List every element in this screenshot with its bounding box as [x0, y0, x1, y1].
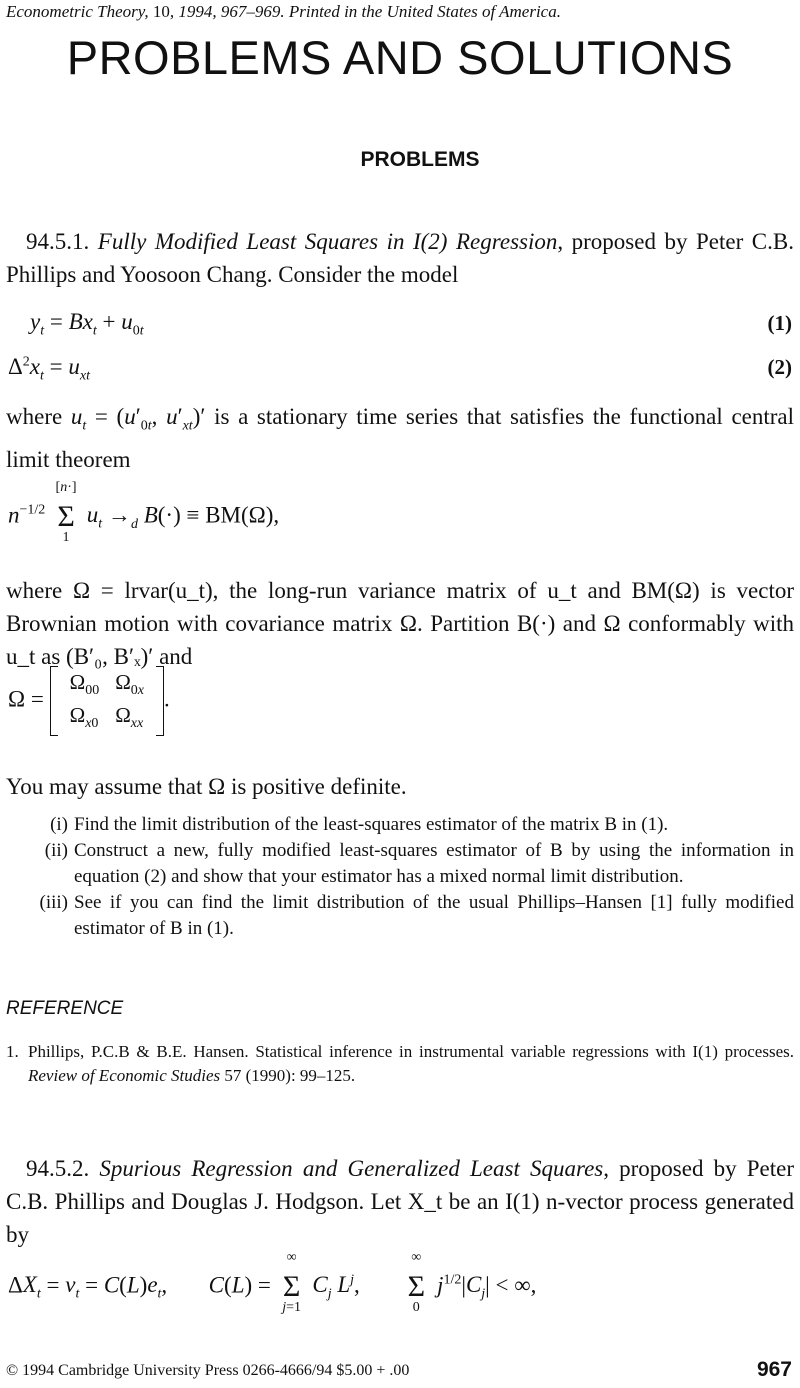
- journal-name: Econometric Theory,: [6, 2, 153, 21]
- stationary-text: where $u_t = (u'_{0t}$, $u'_{xt})'$ is a stationary time series that satisfies the functional central limit theorem: [6, 404, 795, 472]
- reference-entry: 1. Phillips, P.C.B & B.E. Hansen. Statistical inference in instrumental variable regressions with I(1) processes. Review of Economic Studies 57 (1990): 99–125.: [6, 1042, 794, 1085]
- equation-2: $\Delta^2x_t = u_{xt}$: [8, 354, 90, 384]
- process-equation: $\Delta X_t = v_t = C(L)e_t$, C(L) = ∞ Σ j=1 $C_j$ $L^j$, ∞ Σ 0 $j^{1/2}|C_j|$ < ∞,: [8, 1250, 537, 1315]
- list-item: (i) Find the limit distribution of the least-squares estimator of the matrix B in (1).: [50, 814, 669, 835]
- journal-citation: [6, 2, 561, 22]
- journal-volume: 10: [152, 2, 170, 21]
- list-item: (iii) See if you can find the limit distribution of the usual Phillips–Hansen [1] fully modified estimator of B in (1).: [39, 892, 794, 939]
- fclt-equation: $n^{-1/2}$ [n·] Σ 1 $u_t \to_d$ B(·) ≡ BM(Ω),: [8, 480, 280, 545]
- positive-definite-note: You may assume that Ω is positive definite.: [6, 774, 407, 799]
- journal-details: , 1994, 967–969. Printed in the United States of America.: [169, 2, 561, 21]
- list-item: (ii) Construct a new, fully modified least-squares estimator of B by using the information in equation (2) and show that your estimator has a mixed normal limit distribution.: [44, 840, 794, 887]
- where-label: where: [6, 404, 63, 429]
- problem2-intro: [6, 1152, 794, 1251]
- problem2-number: 94.5.2.: [26, 1156, 90, 1181]
- omega-paragraph: where Ω = lrvar(u_t), the long-run variance matrix of u_t and BM(Ω) is vector Brownian motion with covariance matrix Ω. Partition B(·) and Ω conformably with u_t as (B′₀, B′ₓ)′ and: [6, 578, 794, 669]
- omega-matrix: Ω = $\Omega_{00}$ $\Omega_{0x}$ $\Omega_{x0}$ $\Omega_{xx}$ .: [8, 668, 170, 734]
- equation-2-number: (2): [767, 355, 792, 379]
- problem2-title: Spurious Regression and Generalized Least Squares: [99, 1156, 604, 1181]
- section-title: PROBLEMS: [360, 148, 480, 171]
- problem1-tasks: [20, 812, 794, 942]
- reference-journal: Review of Economic Studies: [28, 1066, 221, 1085]
- problem1-proposers: , proposed by Peter C.B. Phillips and Yoosoon Chang. Consider the model: [6, 229, 794, 287]
- problem1-number: 94.5.1.: [26, 229, 90, 254]
- equation-1: $y_t = Bx_t + u_{0t}$: [30, 309, 144, 339]
- equation-1-number: (1): [767, 311, 792, 335]
- copyright-footer: © 1994 Cambridge University Press 0266-4666/94 $5.00 + .00: [6, 1362, 410, 1379]
- problem2-proposers: , proposed by Peter C.B. Phillips and Douglas J. Hodgson. Let X_t be an I(1) n-vector process generated by: [6, 1156, 794, 1247]
- page-title: PROBLEMS AND SOLUTIONS: [66, 31, 734, 84]
- page-number: 967: [756, 1358, 792, 1381]
- reference-heading: REFERENCE: [6, 998, 124, 1019]
- stationary-description: is a stationary time series that satisfies the functional central limit theorem: [6, 404, 795, 472]
- problem1-title: Fully Modified Least Squares in I(2) Regression: [97, 229, 558, 254]
- problem1-intro: [6, 225, 794, 291]
